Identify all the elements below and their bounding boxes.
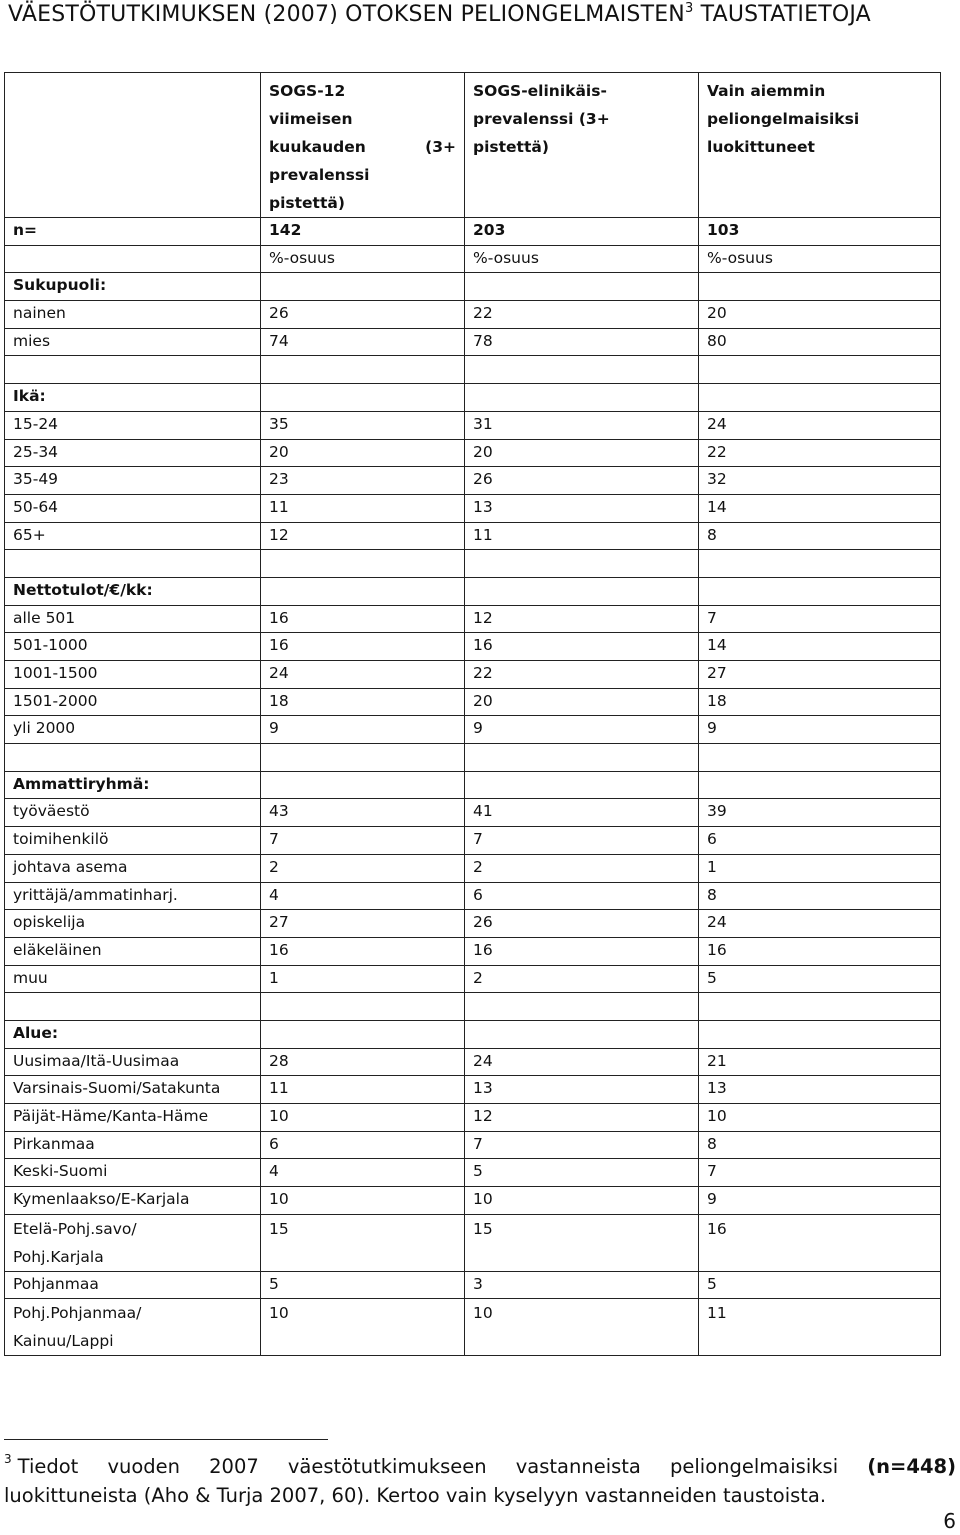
cell-value-lifetime: 9 <box>465 716 699 744</box>
spacer-cell <box>465 356 699 384</box>
cell-value-previous: 6 <box>699 827 941 855</box>
section-heading: Ammattiryhmä: <box>5 771 261 799</box>
cell-value-previous: 18 <box>699 688 941 716</box>
row-label: 50-64 <box>5 494 261 522</box>
row-label: Pirkanmaa <box>5 1131 261 1159</box>
cell-value-sogs12: 9 <box>261 716 465 744</box>
header-cell-sogs12 <box>261 73 465 218</box>
spacer-row <box>5 744 941 772</box>
title-footnote-marker: 3 <box>684 1 694 16</box>
table-row <box>5 716 941 744</box>
title-text-end: TAUSTATIETOJA <box>700 2 871 27</box>
header-cell-previous: Vain aiemmin peliongelmaisiksi luokittuneet <box>699 73 941 218</box>
row-label: Pohjanmaa <box>5 1271 261 1299</box>
table-row <box>5 827 941 855</box>
spacer-cell <box>699 356 941 384</box>
table-row <box>5 1076 941 1104</box>
row-label: opiskelija <box>5 910 261 938</box>
table-row <box>5 1104 941 1132</box>
table-row <box>5 965 941 993</box>
cell-value-sogs12: 20 <box>261 439 465 467</box>
table-row <box>5 633 941 661</box>
footnote-marker: 3 <box>4 1452 12 1466</box>
section-heading-empty-cell <box>699 273 941 301</box>
n-row <box>5 218 941 246</box>
table-row <box>5 688 941 716</box>
cell-value-lifetime: 7 <box>465 827 699 855</box>
cell-value-lifetime: 31 <box>465 411 699 439</box>
cell-value-previous: 16 <box>699 1214 941 1271</box>
header-cell-lifetime: SOGS-elinikäis-prevalenssi (3+ pistettä) <box>465 73 699 218</box>
header-sogs12-suffix: (3+ <box>425 138 456 156</box>
footnote <box>4 1452 956 1510</box>
cell-value-lifetime: 20 <box>465 688 699 716</box>
spacer-row <box>5 356 941 384</box>
cell-value-previous: 24 <box>699 910 941 938</box>
cell-value-sogs12: 2 <box>261 854 465 882</box>
table-row <box>5 1299 941 1356</box>
section-heading-empty-cell <box>261 384 465 412</box>
section-heading-row <box>5 1020 941 1048</box>
section-heading-row <box>5 384 941 412</box>
cell-value-sogs12: 16 <box>261 633 465 661</box>
row-label: työväestö <box>5 799 261 827</box>
footnote-text-end: luokittuneista (Aho & Turja 2007, 60). Kertoo vain kyselyyn vastanneiden taustoista. <box>4 1484 827 1507</box>
spacer-cell <box>261 356 465 384</box>
header-sogs12-line2: pistettä) <box>269 194 345 212</box>
cell-value-previous: 7 <box>699 605 941 633</box>
header-cell-empty <box>5 73 261 218</box>
section-heading-empty-cell <box>261 273 465 301</box>
cell-value-lifetime: 10 <box>465 1299 699 1356</box>
cell-value-previous: 21 <box>699 1048 941 1076</box>
spacer-cell <box>699 993 941 1021</box>
spacer-row <box>5 550 941 578</box>
cell-value-lifetime: 78 <box>465 328 699 356</box>
section-heading-empty-cell <box>699 1020 941 1048</box>
section-heading-empty-cell <box>699 577 941 605</box>
section-heading-empty-cell <box>465 1020 699 1048</box>
table-row <box>5 439 941 467</box>
cell-value-sogs12: 15 <box>261 1214 465 1271</box>
background-data-table <box>4 72 941 1356</box>
cell-value-previous: 9 <box>699 1187 941 1215</box>
cell-value-lifetime: 5 <box>465 1159 699 1187</box>
row-label: mies <box>5 328 261 356</box>
table-row <box>5 467 941 495</box>
cell-value-lifetime: 7 <box>465 1131 699 1159</box>
row-label: Varsinais-Suomi/Satakunta <box>5 1076 261 1104</box>
cell-value-sogs12: 4 <box>261 1159 465 1187</box>
section-heading-empty-cell <box>261 771 465 799</box>
n-value-previous: 103 <box>699 218 941 246</box>
cell-value-lifetime: 22 <box>465 301 699 329</box>
cell-value-lifetime: 6 <box>465 882 699 910</box>
cell-value-previous: 1 <box>699 854 941 882</box>
cell-value-previous: 10 <box>699 1104 941 1132</box>
cell-value-sogs12: 26 <box>261 301 465 329</box>
row-label: yrittäjä/ammatinharj. <box>5 882 261 910</box>
cell-value-lifetime: 15 <box>465 1214 699 1271</box>
section-heading: Ikä: <box>5 384 261 412</box>
cell-value-previous: 8 <box>699 882 941 910</box>
row-label: nainen <box>5 301 261 329</box>
table-row <box>5 661 941 689</box>
cell-value-previous: 11 <box>699 1299 941 1356</box>
cell-value-previous: 8 <box>699 1131 941 1159</box>
cell-value-sogs12: 5 <box>261 1271 465 1299</box>
footnote-bold-n: (n=448) <box>867 1455 957 1478</box>
section-heading-empty-cell <box>699 384 941 412</box>
cell-value-sogs12: 43 <box>261 799 465 827</box>
table-row <box>5 937 941 965</box>
n-value-lifetime: 203 <box>465 218 699 246</box>
cell-value-previous: 16 <box>699 937 941 965</box>
cell-value-lifetime: 16 <box>465 937 699 965</box>
cell-value-lifetime: 26 <box>465 467 699 495</box>
row-label: eläkeläinen <box>5 937 261 965</box>
table-body <box>5 73 941 1356</box>
spacer-cell <box>261 744 465 772</box>
table-row <box>5 411 941 439</box>
cell-value-lifetime: 16 <box>465 633 699 661</box>
cell-value-sogs12: 10 <box>261 1187 465 1215</box>
row-label: muu <box>5 965 261 993</box>
spacer-cell <box>5 356 261 384</box>
row-label: Keski-Suomi <box>5 1159 261 1187</box>
section-heading-row <box>5 273 941 301</box>
cell-value-previous: 39 <box>699 799 941 827</box>
footnote-divider <box>4 1439 328 1440</box>
footnote-text: Tiedot vuoden 2007 väestötutkimukseen vastanneista peliongelmaisiksi <box>17 1455 839 1478</box>
table-row <box>5 328 941 356</box>
cell-value-previous: 8 <box>699 522 941 550</box>
cell-value-previous: 14 <box>699 494 941 522</box>
cell-value-sogs12: 23 <box>261 467 465 495</box>
section-heading: Alue: <box>5 1020 261 1048</box>
row-label: Uusimaa/Itä-Uusimaa <box>5 1048 261 1076</box>
cell-value-sogs12: 74 <box>261 328 465 356</box>
cell-value-sogs12: 10 <box>261 1104 465 1132</box>
cell-value-sogs12: 16 <box>261 605 465 633</box>
cell-value-sogs12: 27 <box>261 910 465 938</box>
table-row <box>5 1187 941 1215</box>
cell-value-sogs12: 1 <box>261 965 465 993</box>
row-label: 501-1000 <box>5 633 261 661</box>
cell-value-lifetime: 2 <box>465 854 699 882</box>
row-label: Kymenlaakso/E-Karjala <box>5 1187 261 1215</box>
cell-value-lifetime: 3 <box>465 1271 699 1299</box>
cell-value-sogs12: 35 <box>261 411 465 439</box>
cell-value-sogs12: 11 <box>261 494 465 522</box>
cell-value-lifetime: 22 <box>465 661 699 689</box>
cell-value-lifetime: 12 <box>465 605 699 633</box>
spacer-cell <box>5 550 261 578</box>
cell-value-sogs12: 24 <box>261 661 465 689</box>
cell-value-previous: 9 <box>699 716 941 744</box>
row-label: 1001-1500 <box>5 661 261 689</box>
header-sogs12-line1: SOGS-12 viimeisen kuukauden prevalenssi <box>269 82 370 184</box>
cell-value-sogs12: 11 <box>261 1076 465 1104</box>
cell-value-sogs12: 12 <box>261 522 465 550</box>
table-row <box>5 605 941 633</box>
section-heading: Sukupuoli: <box>5 273 261 301</box>
cell-value-lifetime: 41 <box>465 799 699 827</box>
spacer-cell <box>699 744 941 772</box>
row-label: johtava asema <box>5 854 261 882</box>
table-row <box>5 494 941 522</box>
spacer-row <box>5 993 941 1021</box>
spacer-cell <box>5 744 261 772</box>
section-heading-empty-cell <box>465 577 699 605</box>
cell-value-previous: 5 <box>699 1271 941 1299</box>
table-row <box>5 882 941 910</box>
section-heading-empty-cell <box>261 1020 465 1048</box>
cell-value-sogs12: 4 <box>261 882 465 910</box>
cell-value-sogs12: 6 <box>261 1131 465 1159</box>
section-heading-empty-cell <box>261 577 465 605</box>
table-row <box>5 910 941 938</box>
spacer-cell <box>465 550 699 578</box>
table-row <box>5 522 941 550</box>
table-row <box>5 1048 941 1076</box>
unit-lifetime: %-osuus <box>465 245 699 273</box>
page-number: 6 <box>943 1509 956 1533</box>
cell-value-lifetime: 13 <box>465 1076 699 1104</box>
section-heading-empty-cell <box>465 384 699 412</box>
cell-value-previous: 5 <box>699 965 941 993</box>
table-row <box>5 1214 941 1271</box>
unit-previous: %-osuus <box>699 245 941 273</box>
cell-value-lifetime: 2 <box>465 965 699 993</box>
section-heading-row <box>5 771 941 799</box>
table-row <box>5 1271 941 1299</box>
page-title <box>8 0 958 30</box>
cell-value-lifetime: 20 <box>465 439 699 467</box>
unit-label <box>5 245 261 273</box>
cell-value-lifetime: 12 <box>465 1104 699 1132</box>
cell-value-previous: 14 <box>699 633 941 661</box>
row-label: Etelä-Pohj.savo/ Pohj.Karjala <box>5 1214 261 1271</box>
table-row <box>5 854 941 882</box>
table-row <box>5 1131 941 1159</box>
row-label: alle 501 <box>5 605 261 633</box>
cell-value-lifetime: 26 <box>465 910 699 938</box>
table-header-row <box>5 73 941 218</box>
section-heading-row <box>5 577 941 605</box>
unit-row <box>5 245 941 273</box>
row-label: 65+ <box>5 522 261 550</box>
table-row <box>5 799 941 827</box>
cell-value-sogs12: 18 <box>261 688 465 716</box>
unit-sogs12: %-osuus <box>261 245 465 273</box>
row-label: 35-49 <box>5 467 261 495</box>
cell-value-previous: 20 <box>699 301 941 329</box>
table-row <box>5 301 941 329</box>
cell-value-previous: 27 <box>699 661 941 689</box>
cell-value-previous: 22 <box>699 439 941 467</box>
cell-value-previous: 80 <box>699 328 941 356</box>
cell-value-sogs12: 16 <box>261 937 465 965</box>
n-value-sogs12: 142 <box>261 218 465 246</box>
cell-value-sogs12: 7 <box>261 827 465 855</box>
spacer-cell <box>5 993 261 1021</box>
table-row <box>5 1159 941 1187</box>
cell-value-lifetime: 24 <box>465 1048 699 1076</box>
row-label: 25-34 <box>5 439 261 467</box>
cell-value-lifetime: 10 <box>465 1187 699 1215</box>
spacer-cell <box>465 744 699 772</box>
spacer-cell <box>699 550 941 578</box>
row-label: 15-24 <box>5 411 261 439</box>
cell-value-lifetime: 13 <box>465 494 699 522</box>
cell-value-sogs12: 10 <box>261 1299 465 1356</box>
cell-value-previous: 13 <box>699 1076 941 1104</box>
row-label: toimihenkilö <box>5 827 261 855</box>
cell-value-previous: 24 <box>699 411 941 439</box>
cell-value-sogs12: 28 <box>261 1048 465 1076</box>
n-label: n= <box>5 218 261 246</box>
cell-value-previous: 7 <box>699 1159 941 1187</box>
row-label: yli 2000 <box>5 716 261 744</box>
section-heading-empty-cell <box>465 771 699 799</box>
spacer-cell <box>261 550 465 578</box>
section-heading-empty-cell <box>699 771 941 799</box>
title-text: VÄESTÖTUTKIMUKSEN (2007) OTOKSEN PELIONGELMAISTEN <box>8 2 685 27</box>
row-label: Pohj.Pohjanmaa/ Kainuu/Lappi <box>5 1299 261 1356</box>
row-label: 1501-2000 <box>5 688 261 716</box>
spacer-cell <box>261 993 465 1021</box>
section-heading: Nettotulot/€/kk: <box>5 577 261 605</box>
section-heading-empty-cell <box>465 273 699 301</box>
cell-value-previous: 32 <box>699 467 941 495</box>
row-label: Päijät-Häme/Kanta-Häme <box>5 1104 261 1132</box>
cell-value-lifetime: 11 <box>465 522 699 550</box>
spacer-cell <box>465 993 699 1021</box>
